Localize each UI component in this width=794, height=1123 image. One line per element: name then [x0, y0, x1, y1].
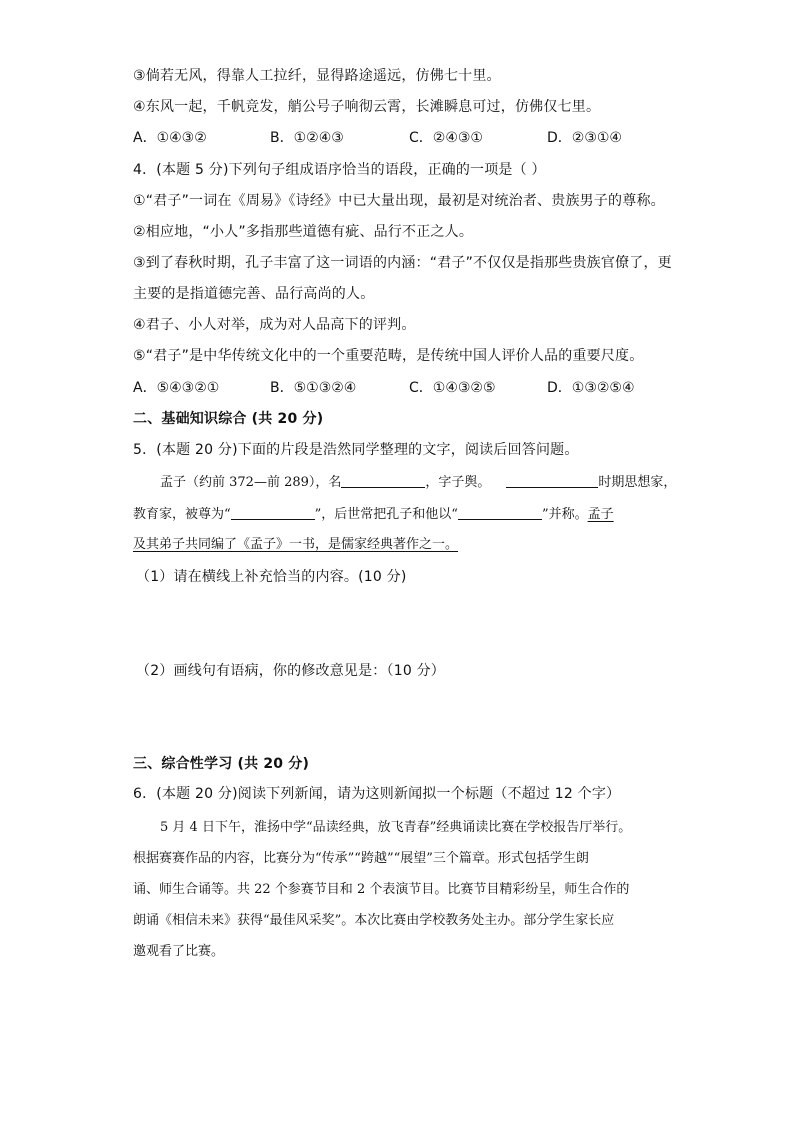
underlined-sentence-start: 孟子: [587, 507, 614, 522]
q4-option-d[interactable]: D．①③②⑤④: [547, 380, 635, 396]
q5-subquestion-1: （1）请在横线上补充恰当的内容。(10 分): [136, 569, 407, 585]
q4-option-b[interactable]: B．⑤①③②④: [270, 380, 357, 396]
underlined-sentence: 及其弟子共同编了《孟子》一书，是儒家经典著作之一。: [133, 537, 459, 552]
q6-stem: 6．(本题 20 分)阅读下列新闻，请为这则新闻拟一个标题（不超过 12 个字）: [133, 786, 621, 802]
q4-stem: 4．(本题 5 分)下列句子组成语序恰当的语段，正确的一项是（ ）: [133, 162, 546, 178]
q3-option-a[interactable]: A．①④③②: [133, 130, 207, 146]
q4-sentence-2: ②相应地，“小人”多指那些道德有疵、品行不正之人。: [133, 224, 474, 240]
q5-subquestion-2: （2）画线句有语病，你的修改意见是：（10 分）: [136, 663, 445, 679]
blank-period[interactable]: [506, 473, 598, 488]
q3-sentence-4: ④东风一起，千帆竞发，艄公号子响彻云霄，长滩瞬息可过，仿佛仅七里。: [133, 99, 601, 115]
news-line-4: 朗诵《相信未来》获得“最佳风采奖”。本次比赛由学校教务处主办。部分学生家长应: [133, 913, 615, 928]
news-line-1: 5 月 4 日下午，淮扬中学“品读经典，放飞青春”经典诵读比赛在学校报告厅举行。: [160, 820, 632, 835]
blank-title[interactable]: [231, 505, 315, 520]
q5-passage-line-2: 教育家，被尊为“ ”，后世常把孔子和他以“ ”并称。孟子: [133, 507, 614, 522]
q3-option-b[interactable]: B．①②④③: [270, 130, 344, 146]
q5-passage-line-1: 孟子（约前 372—前 289），名 ，字子舆。 时期思想家，: [160, 475, 677, 490]
q4-sentence-5: ⑤“君子”是中华传统文化中的一个重要范畴，是传统中国人评价人品的重要尺度。: [133, 348, 644, 364]
section-3-title: 三、综合性学习 (共 20 分): [133, 756, 310, 772]
q4-option-a[interactable]: A．⑤④③②①: [133, 380, 220, 396]
news-line-2: 根据赛赛作品的内容，比赛分为“传承”“跨越”“展望”三个篇章。形式包括学生朗: [133, 851, 589, 866]
q4-option-c[interactable]: C．①④③②⑤: [409, 380, 496, 396]
q3-option-d[interactable]: D．②③①④: [547, 130, 622, 146]
section-2-title: 二、基础知识综合 (共 20 分): [133, 411, 324, 427]
q3-option-c[interactable]: C．②④③①: [409, 130, 483, 146]
q4-sentence-3a: ③到了春秋时期，孔子丰富了这一词语的内涵：“君子”不仅仅是指那些贵族官僚了，更: [133, 255, 672, 271]
q4-sentence-3b: 主要的是指道德完善、品行高尚的人。: [133, 286, 375, 302]
q5-stem: 5．(本题 20 分)下面的片段是浩然同学整理的文字，阅读后回答问题。: [133, 442, 579, 458]
q4-sentence-1: ①“君子”一词在《周易》《诗经》中已大量出现，最初是对统治者、贵族男子的尊称。: [133, 193, 665, 209]
q4-sentence-4: ④君子、小人对举，成为对人品高下的评判。: [133, 317, 416, 333]
q3-sentence-3: ③倘若无风，得靠人工拉纤，显得路途遥远，仿佛七十里。: [133, 68, 501, 84]
news-line-3: 诵、师生合诵等。共 22 个参赛节目和 2 个表演节目。比赛节目精彩纷呈，师生合作的: [133, 882, 630, 897]
news-line-5: 邀观看了比赛。: [133, 944, 225, 959]
blank-pairing[interactable]: [458, 505, 542, 520]
blank-name[interactable]: [341, 473, 425, 488]
